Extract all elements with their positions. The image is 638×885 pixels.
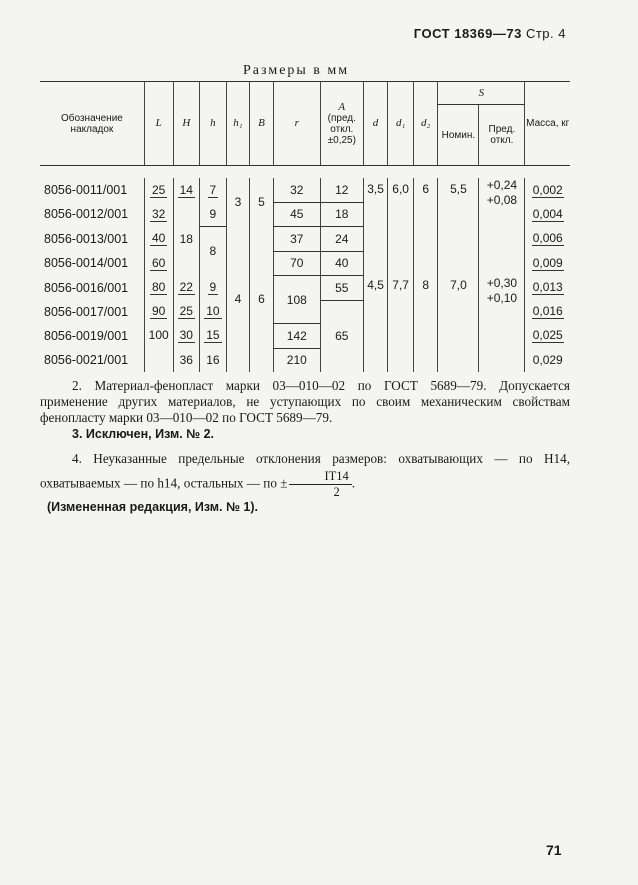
col-S-deviation: Пред. откл.: [479, 105, 525, 166]
cell-mass: 0,029: [525, 348, 570, 372]
cell-L: 32: [152, 206, 166, 221]
page-number: 71: [546, 842, 562, 858]
cell-H: 25: [179, 304, 193, 319]
cell-A: 24: [320, 227, 363, 252]
s-dev-upper: +0,30: [486, 275, 518, 290]
cell-H: 14: [179, 182, 193, 197]
cell-r: 142: [273, 324, 320, 349]
s-dev-lower: +0,08: [486, 193, 518, 207]
cell-code: 8056-0019/001: [44, 328, 129, 343]
cell-mass: 0,016: [532, 304, 563, 319]
cell-h: 16: [200, 348, 227, 372]
fraction: [289, 469, 351, 500]
col-d: d: [363, 82, 388, 166]
cell-h: 9: [209, 280, 217, 295]
cell-code: 8056-0016/001: [44, 280, 129, 295]
col-A: [320, 82, 363, 166]
note-4: 4. Неуказанные предельные отклонения размеров: охватывающих — по H14, охватываемых — по h14, остальных — по ± $\frac{IT14}{2}$ .: [40, 451, 570, 499]
cell-S-deviation: [479, 276, 525, 373]
cell-mass: 0,006: [532, 231, 563, 246]
cell-mass: 0,002: [532, 182, 563, 197]
cell-d2: 8: [413, 276, 438, 373]
col-S: S: [438, 82, 525, 105]
cell-A: 55: [320, 276, 363, 301]
fraction-denominator: 2: [333, 485, 340, 499]
cell-A: 18: [320, 202, 363, 227]
page-label: Стр. 4: [525, 26, 566, 41]
cell-code: 8056-0013/001: [44, 231, 129, 246]
cell-code: 8056-0014/001: [44, 256, 129, 271]
units-caption: Размеры в мм: [243, 63, 350, 78]
cell-mass: 0,013: [532, 280, 563, 295]
col-S-nominal: Номин.: [438, 105, 479, 166]
standard-number: ГОСТ 18369—73: [413, 26, 522, 41]
cell-code: 8056-0012/001: [44, 207, 129, 222]
cell-d2: 6: [413, 178, 438, 276]
col-designation: Обозначение накладок: [40, 82, 144, 166]
note-2: 2. Материал-фенопласт марки 03—010—02 по ГОСТ 5689—79. Допускается применение других материалов, не уступающих по своим механическим свойствам фенопласту марки 03—010—02 по ГОСТ 5689—79.: [40, 378, 570, 425]
page-header: [414, 26, 566, 41]
col-d1: d₁: [388, 82, 414, 166]
cell-B: 6: [250, 227, 274, 373]
cell-d1: 7,7: [388, 276, 414, 373]
note-3: 3. Исключен, Изм. № 2.: [72, 427, 214, 441]
cell-L: 100: [144, 324, 173, 373]
col-B: B: [250, 82, 274, 166]
col-A-note: (пред. откл. ±0,25): [327, 112, 356, 146]
s-dev-upper: +0,24: [486, 178, 518, 192]
col-d2: d₂: [413, 82, 438, 166]
table-row: [40, 178, 570, 202]
cell-h: 7: [209, 182, 217, 197]
table-row: [40, 276, 570, 301]
col-mass: Масса, кг: [525, 82, 570, 166]
cell-H: 18: [173, 202, 200, 276]
cell-S-nominal: 7,0: [438, 276, 479, 373]
cell-L: 40: [152, 231, 166, 246]
cell-A: 40: [320, 251, 363, 276]
cell-d: 4,5: [363, 276, 388, 373]
col-H: H: [173, 82, 200, 166]
cell-H: 22: [179, 280, 193, 295]
cell-code: 8056-0017/001: [44, 304, 129, 319]
cell-h: 15: [206, 328, 220, 343]
cell-A: 65: [320, 300, 363, 372]
cell-L: 60: [152, 255, 166, 270]
cell-h: 9: [200, 202, 227, 227]
cell-code: 8056-0011/001: [44, 183, 128, 197]
cell-H: 36: [173, 348, 200, 372]
cell-r: 70: [273, 251, 320, 276]
cell-code: 8056-0021/001: [44, 353, 129, 367]
col-r: r: [273, 82, 320, 166]
cell-r: 108: [273, 276, 320, 324]
s-dev-lower: +0,10: [486, 290, 518, 305]
cell-h: 8: [200, 227, 227, 276]
cell-h1: 4: [226, 227, 250, 373]
cell-h1: 3: [226, 178, 250, 227]
cell-r: 32: [273, 178, 320, 202]
cell-mass: 0,009: [532, 255, 563, 270]
cell-r: 37: [273, 227, 320, 252]
cell-r: 210: [273, 348, 320, 372]
cell-mass: 0,004: [532, 206, 563, 221]
col-h: h: [200, 82, 227, 166]
col-L: L: [144, 82, 173, 166]
cell-d1: 6,0: [388, 178, 414, 276]
fraction-numerator: IT14: [289, 469, 351, 485]
cell-L: 25: [152, 182, 166, 197]
col-h1: h₁: [226, 82, 250, 166]
note-5: (Измененная редакция, Изм. № 1).: [47, 500, 258, 514]
cell-mass: 0,025: [532, 328, 563, 343]
dimensions-table: [40, 81, 570, 372]
cell-L: 80: [152, 280, 166, 295]
cell-L: 90: [152, 304, 166, 319]
cell-S-nominal: 5,5: [438, 178, 479, 276]
cell-S-deviation: [479, 178, 525, 276]
note-4-text: 4. Неуказанные предельные отклонения размеров: охватывающих — по H14, охватываемых — по h14, остальных — по ±: [40, 451, 570, 491]
cell-H: 30: [179, 328, 193, 343]
cell-B: 5: [250, 178, 274, 227]
cell-A: 12: [320, 178, 363, 202]
cell-h: 10: [206, 304, 220, 319]
cell-d: 3,5: [363, 178, 388, 276]
col-A-letter: A: [338, 100, 346, 113]
cell-r: 45: [273, 202, 320, 227]
